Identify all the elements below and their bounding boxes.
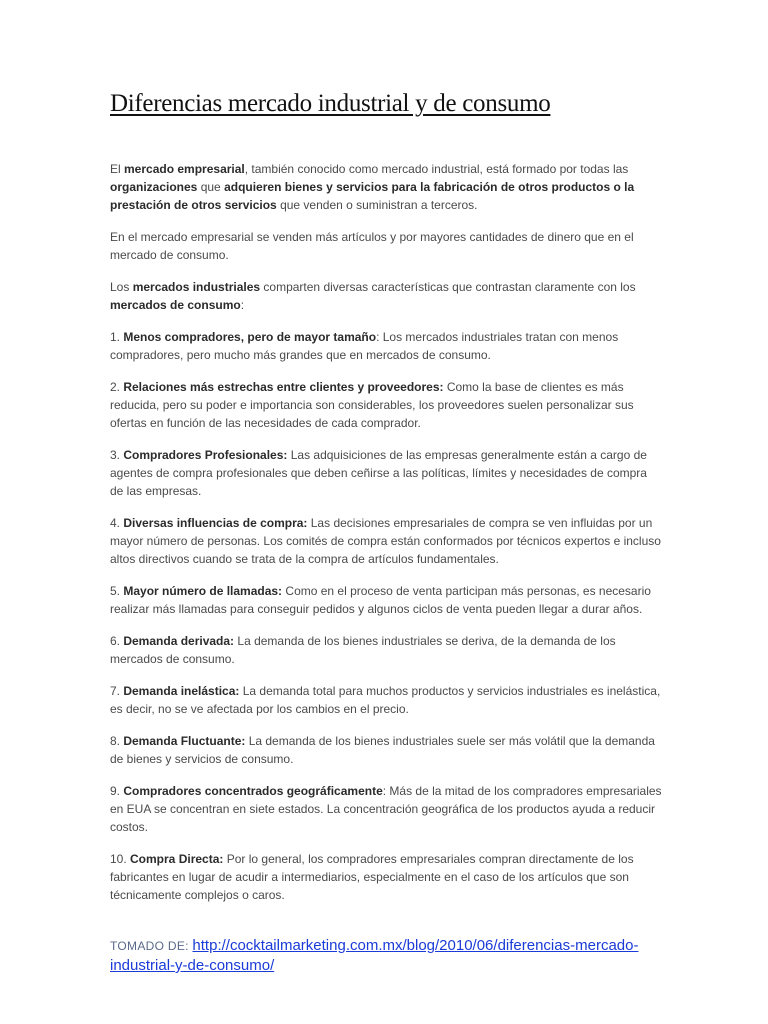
list-item — [110, 378, 662, 432]
item-heading: Relaciones más estrechas entre clientes y proveedores: — [123, 380, 444, 394]
item-heading: Compra Directa: — [130, 852, 224, 866]
item-number: 3. — [110, 448, 124, 462]
item-heading: Compradores Profesionales: — [123, 448, 288, 462]
item-number: 2. — [110, 380, 124, 394]
item-number: 4. — [110, 516, 124, 530]
item-text: Las adquisiciones de las empresas generalmente están a cargo de agentes de compra profesionales que deben ceñirse a las políticas, límites y necesidades de compra de las empresas. — [110, 448, 647, 498]
list-item — [110, 782, 662, 836]
intro-bold-1: mercado empresarial — [124, 162, 245, 176]
intro-bold-3: adquieren bienes y servicios para la fabricación de otros productos o la prestación de otros servicios — [110, 180, 635, 212]
item-heading: Menos compradores, pero de mayor tamaño — [123, 330, 377, 344]
item-number: 1. — [110, 330, 124, 344]
intro-text-2: , también conocido como mercado industrial, está formado por todas las — [244, 162, 629, 176]
item-text: : Los mercados industriales tratan con menos compradores, pero mucho más grandes que en mercados de consumo. — [110, 330, 619, 362]
item-number: 9. — [110, 784, 124, 798]
item-number: 5. — [110, 584, 124, 598]
para3-text-2: comparten diversas características que contrastan claramente con los — [260, 280, 636, 294]
list-item — [110, 514, 662, 568]
intro-text-3: que — [197, 180, 225, 194]
item-text: Por lo general, los compradores empresariales compran directamente de los fabricantes en lugar de acudir a intermediarios, especialmente en el caso de los artículos que son técnicamente complejos o caros. — [110, 852, 634, 902]
list-item — [110, 446, 662, 500]
item-text: La demanda total para muchos productos y servicios industriales es inelástica, es decir, no se ve afectada por los cambios en el precio. — [110, 684, 661, 716]
para3-bold-1: mercados industriales — [132, 280, 261, 294]
list-item — [110, 582, 662, 618]
paragraph-3 — [110, 278, 662, 314]
item-text: La demanda de los bienes industriales se deriva, de la demanda de los mercados de consumo. — [110, 634, 616, 666]
item-heading: Mayor número de llamadas: — [123, 584, 283, 598]
intro-paragraph — [110, 160, 662, 214]
item-number: 10. — [110, 852, 131, 866]
intro-text-1: El — [110, 162, 125, 176]
item-number: 7. — [110, 684, 124, 698]
list-item — [110, 732, 662, 768]
source-citation — [110, 936, 670, 976]
item-text: : Más de la mitad de los compradores empresariales en EUA se concentran en siete estados. La concentración geográfica de los productos ayuda a reducir costos. — [110, 784, 662, 834]
item-heading: Demanda derivada: — [123, 634, 235, 648]
item-heading: Demanda inelástica: — [123, 684, 240, 698]
para3-text-1: Los — [110, 280, 133, 294]
para3-text-3: : — [240, 298, 245, 312]
item-text: Como la base de clientes es más reducida, pero su poder e importancia son considerables, los proveedores suelen personalizar sus ofertas en función de las necesidades de cada comprador. — [110, 380, 634, 430]
item-text: Como en el proceso de venta participan más personas, es necesario realizar más llamadas para conseguir pedidos y algunos ciclos de venta pueden llegar a durar años. — [110, 584, 651, 616]
item-number: 6. — [110, 634, 124, 648]
list-item — [110, 328, 662, 364]
intro-bold-2: organizaciones — [110, 180, 198, 194]
source-link[interactable]: http://cocktailmarketing.com.mx/blog/2010/06/diferencias-mercado-industrial-y-de-consumo/ — [110, 937, 639, 974]
item-heading: Diversas influencias de compra: — [123, 516, 308, 530]
intro-text-4: que venden o suministran a terceros. — [276, 198, 478, 212]
para3-bold-2: mercados de consumo — [110, 298, 241, 312]
item-text: La demanda de los bienes industriales suele ser más volátil que la demanda de bienes y servicios de consumo. — [110, 734, 655, 766]
source-label: TOMADO DE: — [110, 939, 193, 953]
list-item — [110, 632, 662, 668]
list-item — [110, 682, 662, 718]
item-heading: Demanda Fluctuante: — [123, 734, 246, 748]
item-heading: Compradores concentrados geográficamente — [123, 784, 383, 798]
list-item — [110, 850, 662, 904]
page-title: Diferencias mercado industrial y de consumo — [110, 90, 551, 117]
paragraph-2: En el mercado empresarial se venden más artículos y por mayores cantidades de dinero que en el mercado de consumo. — [110, 230, 634, 262]
item-text: Las decisiones empresariales de compra se ven influidas por un mayor número de personas. Los comités de compra están conformados por técnicos expertos e incluso altos directivos cuando se trata de la compra de artículos fundamentales. — [110, 516, 661, 566]
item-number: 8. — [110, 734, 124, 748]
document-body — [110, 160, 662, 918]
